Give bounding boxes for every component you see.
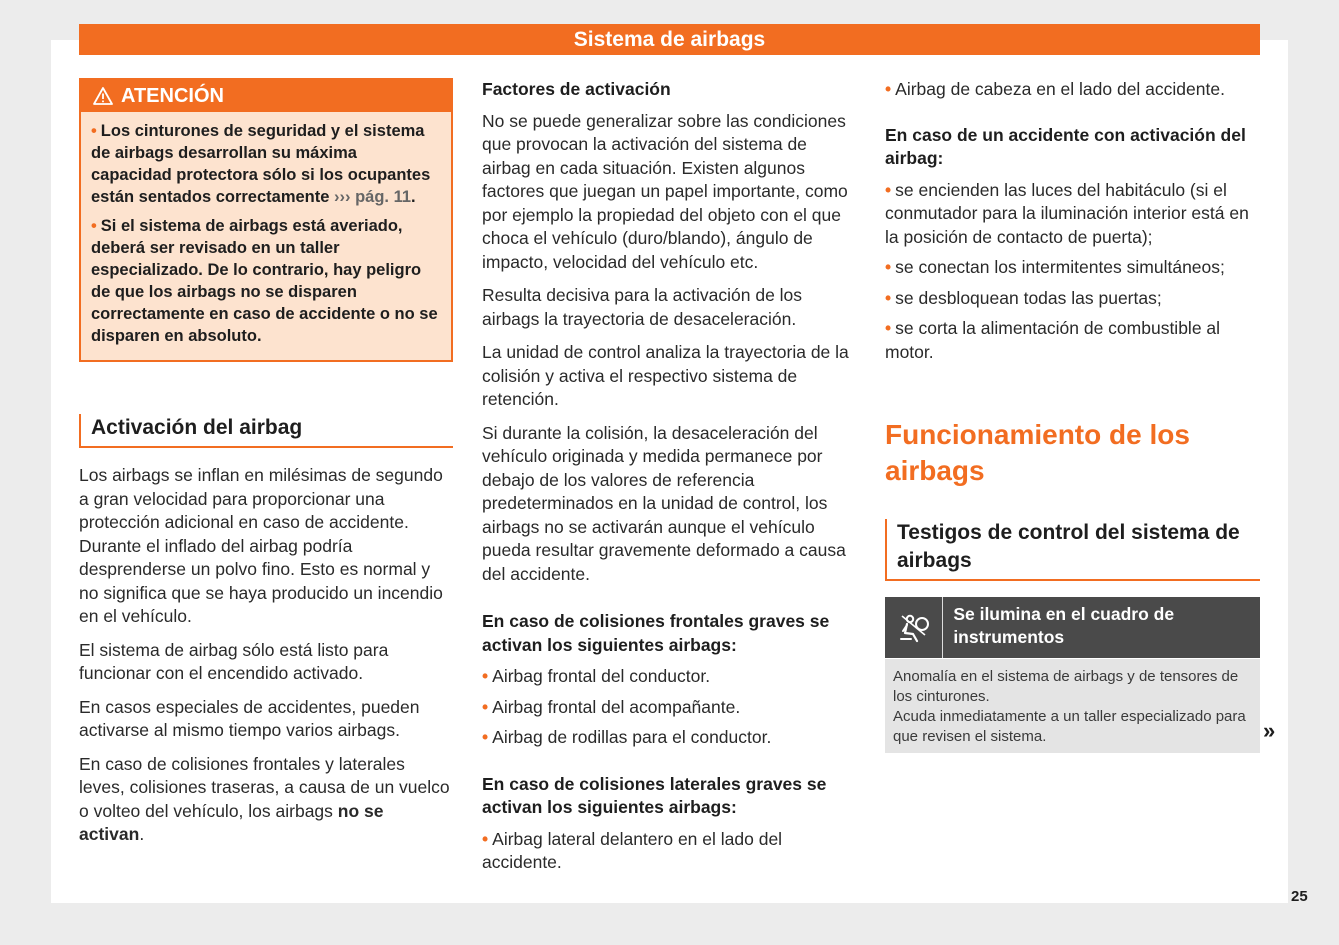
lateral-list-cont [885, 78, 1260, 102]
paragraph: Si durante la colisión, la desaceleración del vehículo originada y medida permanece por debajo de los valores de referencia predeterminados en la unidad de control, los airbags no se activarán aunque el vehículo pueda resultar gravemente deformado a causa del accidente. [482, 422, 846, 584]
paragraph: El sistema de airbag sólo está listo para funcionar con el encendido activado. [79, 639, 389, 683]
warning-title [81, 80, 451, 112]
paragraph: La unidad de control analiza la trayectoria de la colisión y activa el respectivo sistema de retención. [482, 342, 849, 409]
bullet-icon: • [91, 217, 97, 235]
accident-list [885, 179, 1260, 365]
chapter-header: Sistema de airbags [79, 24, 1260, 55]
bullet-icon: • [885, 179, 892, 200]
accident-heading: En caso de un accidente con activación del airbag: [885, 124, 1246, 168]
lights-table-header [885, 597, 1260, 658]
section-heading-lights: Testigos de control del sistema de airbags [885, 519, 1260, 581]
list-item: • Airbag lateral delantero en el lado del accidente. [482, 828, 783, 872]
column-middle [482, 78, 858, 885]
warning-lights-table [885, 597, 1260, 753]
bullet-icon: • [885, 257, 892, 277]
lights-table-line: Acuda inmediatamente a un taller especializado para que revisen el sistema. [893, 708, 1246, 745]
list-item: • Airbag frontal del conductor. [482, 666, 711, 686]
warning-item: • Los cinturones de seguridad y el sistema de airbags desarrollan su máxima capacidad protectora sólo si los ocupantes están sentados correctamente ››› pág. 11. [91, 122, 431, 206]
lateral-heading: En caso de colisiones laterales graves se activan los siguientes airbags: [482, 773, 827, 817]
factors-body [482, 110, 858, 587]
list-item: • se desbloquean todas las puertas; [885, 287, 1162, 308]
list-item: • se conectan los intermitentes simultáneos; [885, 257, 1225, 277]
lateral-list [482, 828, 858, 875]
frontal-list [482, 665, 858, 750]
bullet-icon: • [482, 727, 489, 747]
paragraph: En casos especiales de accidentes, pueden activarse al mismo tiempo varios airbags. [79, 696, 420, 740]
lights-table-line: Anomalía en el sistema de airbags y de tensores de los cinturones. [893, 668, 1239, 705]
activation-body [79, 464, 453, 847]
bullet-icon: • [91, 122, 97, 140]
lights-table-body [885, 659, 1260, 753]
lights-table-header-text: Se ilumina en el cuadro de instrumentos [953, 604, 1175, 647]
list-item: • Airbag frontal del acompañante. [482, 696, 741, 717]
column-right [885, 78, 1260, 753]
section-heading-activation: Activación del airbag [79, 414, 453, 448]
column-left [79, 78, 453, 857]
paragraph: Los airbags se inflan en milésimas de segundo a gran velocidad para proporcionar una protección adicional en caso de accidente. Durante el inflado del airbag podría desprenderse un polvo fino. Esto es normal y no significa que se haya producido un incendio en el vehículo. [79, 465, 443, 626]
bullet-icon: • [482, 666, 489, 686]
list-item: • se corta la alimentación de combustible al motor. [885, 318, 1221, 362]
list-item: • Airbag de rodillas para el conductor. [482, 727, 772, 747]
warning-box [79, 78, 453, 362]
page-number: 25 [1291, 888, 1308, 905]
warning-body [81, 112, 451, 360]
bullet-icon: • [482, 828, 489, 849]
airbag-warning-icon [885, 597, 943, 658]
bullet-icon: • [885, 287, 892, 308]
factors-heading: Factores de activación [482, 79, 671, 99]
function-heading: Funcionamiento de los airbags [885, 419, 1190, 486]
list-item: • Airbag de cabeza en el lado del accidente. [885, 79, 1225, 99]
bullet-icon: • [885, 79, 892, 99]
bullet-icon: • [885, 318, 892, 338]
warning-item: • Si el sistema de airbags está averiado, deberá ser revisado en un taller especializado. De lo contrario, hay peligro de que los airbags no se disparen correctamente en caso de accidente o no se disparen en absoluto. [91, 217, 438, 345]
continue-arrow-icon: » [1263, 718, 1276, 743]
paragraph: En caso de colisiones frontales y laterales leves, colisiones traseras, a causa de un vuelco o volteo del vehículo, los airbags no se activan. [79, 753, 450, 844]
warning-title-text: ATENCIÓN [121, 85, 224, 107]
frontal-heading: En caso de colisiones frontales graves se activan los siguientes airbags: [482, 611, 830, 655]
paragraph: No se puede generalizar sobre las condiciones que provocan la activación del sistema de airbag en cada situación. Existen algunos factores que juegan un papel importante, como por ejemplo la propiedad del objeto con el que choca el vehículo (duro/blando), ángulo de impacto, velocidad del vehículo etc. [482, 110, 848, 272]
list-item: • se encienden las luces del habitáculo (si el conmutador para la iluminación interior está en la posición de contacto de puerta); [885, 179, 1249, 247]
page-reference-link[interactable]: ››› pág. 11 [334, 188, 412, 206]
bullet-icon: • [482, 696, 489, 717]
warning-triangle-icon [93, 87, 113, 105]
paragraph: Resulta decisiva para la activación de los airbags la trayectoria de desaceleración. [482, 285, 803, 329]
